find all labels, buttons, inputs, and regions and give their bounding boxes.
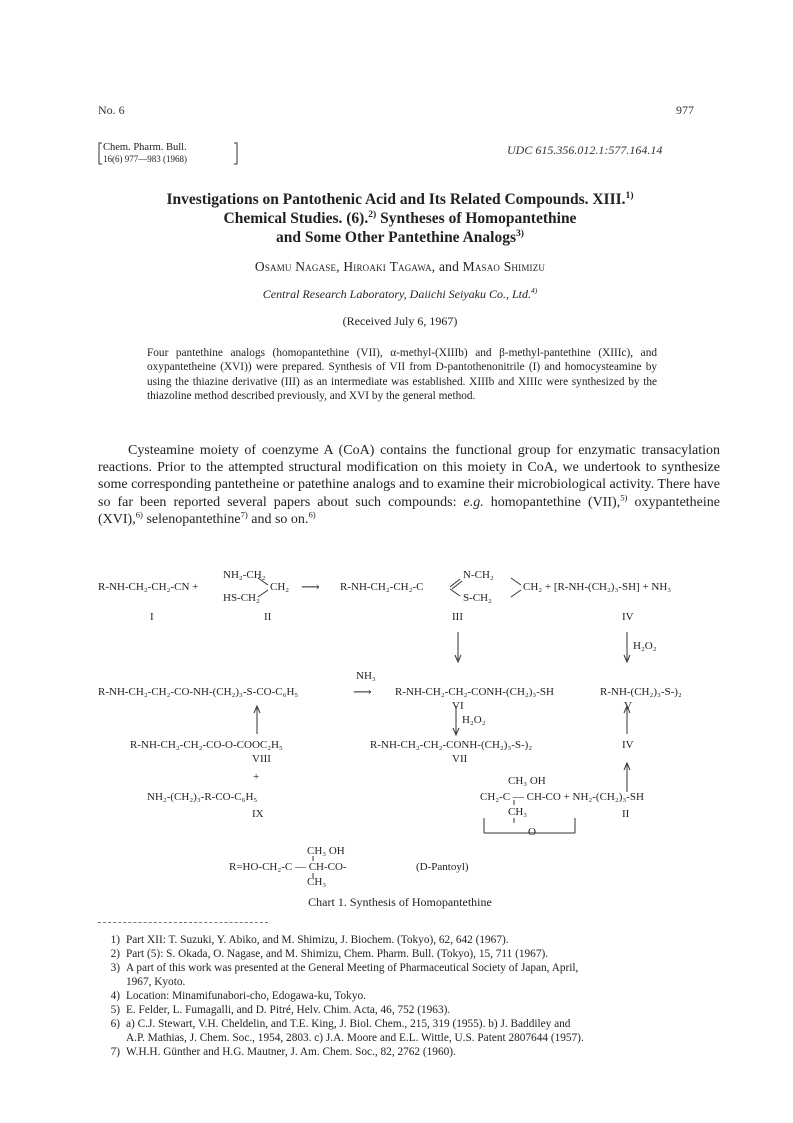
lactone-substituents: CH₃ OH	[508, 775, 546, 787]
footnote-list	[98, 933, 720, 1059]
thiol-fragment: HS-CH₂	[223, 592, 260, 604]
mixed-anhydride: R-NH-CH₂-CH₂-CO-O-COOC₂H₅	[130, 739, 283, 751]
methylene-fragment: CH₂	[270, 581, 290, 593]
peroxide-reagent-b: H₂O₂	[462, 714, 486, 726]
lactone-oxygen: O	[528, 826, 536, 838]
author-list: Osamu Nagase, Hiroaki Tagawa, and Masao Shimizu	[254, 259, 546, 274]
label-III: III	[452, 611, 463, 623]
label-II: II	[264, 611, 272, 623]
reaction-arrow-2: ⟶	[353, 684, 372, 699]
label-VII: VII	[452, 753, 468, 765]
received-date: (Received July 6, 1967)	[342, 314, 458, 328]
amine-fragment: NH₂-CH₂	[223, 569, 266, 581]
abstract: Four pantethine analogs (homopantethine (VII), α-methyl-(XIIIb) and β-methyl-pantethine (XIIIc), and oxypantetheine (XVI)) were prepared. Synthesis of VII from D-pantothenonitrile (I) and homocysteamine by using the thiazine derivative (III) as an intermediate was established. XIIIb and XIIIc were synthesized by the thiazoline method described previously, and XVI by the general method.	[147, 347, 657, 402]
thiazine-product: R-NH-CH₂-CH₂-C	[340, 581, 424, 593]
footnote-item: 6) a) C.J. Stewart, V.H. Cheldelin, and T.E. King, J. Biol. Chem., 215, 319 (1955). b) J. Baddiley and	[110, 1018, 571, 1030]
label-IV-second: IV	[622, 739, 634, 751]
nitrile-reactant: R-NH-CH₂-CH₂-CN +	[98, 581, 199, 593]
title-line-3: and Some Other Pantethine Analogs$^{3)}$	[276, 227, 524, 246]
thiol-compound-VI: R-NH-CH₂-CH₂-CONH-(CH₂)₃-SH	[395, 686, 554, 698]
side-products: CH₂ + [R-NH-(CH₂)₃-SH] + NH₃	[523, 581, 672, 593]
peroxide-reagent-a: H₂O₂	[633, 640, 657, 652]
footnote-item: 1) Part XII: T. Suzuki, Y. Abiko, and M. Shimizu, J. Biochem. (Tokyo), 62, 642 (1967).	[110, 934, 509, 946]
lactone-methyl: CH₃	[508, 806, 528, 818]
thiazine-n: N-CH₂	[463, 569, 494, 581]
footnote-item: 3) A part of this work was presented at the General Meeting of Pharmaceutical Society of Japan, April,	[110, 962, 579, 974]
pantolactone-reaction: CH₂-C — CH-CO + NH₂-(CH₂)₃-SH	[480, 791, 644, 803]
footnote-item: 2) Part (5): S. Okada, O. Nagase, and M. Shimizu, Chem. Pharm. Bull. (Tokyo), 15, 711 (1967).	[110, 948, 549, 960]
intro-paragraph: Cysteamine moiety of coenzyme A (CoA) contains the functional group for enzymatic transacylation reactions. Prior to the attempted structural modification on this moiety in CoA, we undertook to synthesize some corresponding pantetheine or patethine analogs and to examine their microbiological activity. There have so far been reported several papers about such compounds: e.g. homopantethine (VII),$^{5)}$ oxypantetheine (XVI),$^{6)}$ selenopantethine$^{7)}$ and so on.$^{6)}$	[98, 443, 720, 527]
reaction-arrow-1: ⟶	[301, 579, 320, 594]
thioester-compound: R-NH-CH₂-CH₂-CO-NH-(CH₂)₃-S-CO-C₆H₅	[98, 686, 299, 698]
label-II-second: II	[622, 808, 630, 820]
affiliation: Central Research Laboratory, Daiichi Seiyaku Co., Ltd.$^{4)}$	[262, 286, 538, 301]
thiazine-s: S-CH₂	[463, 592, 492, 604]
footnote-continuation: 1967, Kyoto.	[126, 976, 186, 988]
footnote-item: 5) E. Felder, L. Fumagalli, and D. Pitré, Helv. Chim. Acta, 46, 752 (1963).	[110, 1004, 451, 1016]
homopantethine-VII: R-NH-CH₂-CH₂-CONH-(CH₂)₃-S-)₂	[370, 739, 533, 751]
udc-code: UDC 615.356.012.1:577.164.14	[507, 143, 663, 157]
journal-name: Chem. Pharm. Bull.	[103, 142, 187, 153]
plus-sign: +	[253, 771, 260, 783]
journal-volume: 16(6) 977—983 (1968)	[103, 154, 187, 164]
label-V: V	[624, 700, 632, 712]
chart-caption: Chart 1. Synthesis of Homopantethine	[308, 895, 492, 909]
label-I: I	[150, 611, 154, 623]
pantoyl-note: (D-Pantoyl)	[416, 861, 469, 873]
ammonia-reagent: NH₃	[356, 670, 376, 682]
label-VIII: VIII	[252, 753, 271, 765]
r-substituents: CH₃ OH	[307, 845, 345, 857]
r-methyl: CH₃	[307, 876, 327, 888]
disulfide-V: R-NH-(CH₂)₃-S-)₂	[600, 686, 682, 698]
r-definition: R=HO-CH₂-C — CH-CO-	[229, 861, 347, 873]
footnote-item: 7) W.H.H. Günther and H.G. Mautner, J. Am. Chem. Soc., 82, 2762 (1960).	[110, 1046, 456, 1058]
title-line-2: Chemical Studies. (6).$^{2)}$ Syntheses of Homopantethine	[223, 208, 577, 227]
footnote-item: 4) Location: Minamifunabori-cho, Edogawa-ku, Tokyo.	[110, 990, 366, 1002]
benzoyl-amine: NH₂-(CH₂)₃-R-CO-C₆H₅	[147, 791, 258, 803]
label-IX: IX	[252, 808, 264, 820]
title-line-1: Investigations on Pantothenic Acid and Its Related Compounds. XIII.$^{1)}$	[166, 189, 634, 208]
label-VI: VI	[452, 700, 464, 712]
page-number: 977	[676, 103, 694, 117]
footnote-continuation: A.P. Mathias, J. Chem. Soc., 1954, 2803. c) J.A. Moore and E.L. Wittle, U.S. Patent 2807644 (1957).	[126, 1032, 584, 1044]
label-IV: IV	[622, 611, 634, 623]
footnote-divider	[98, 922, 268, 923]
issue-number: No. 6	[98, 103, 125, 117]
